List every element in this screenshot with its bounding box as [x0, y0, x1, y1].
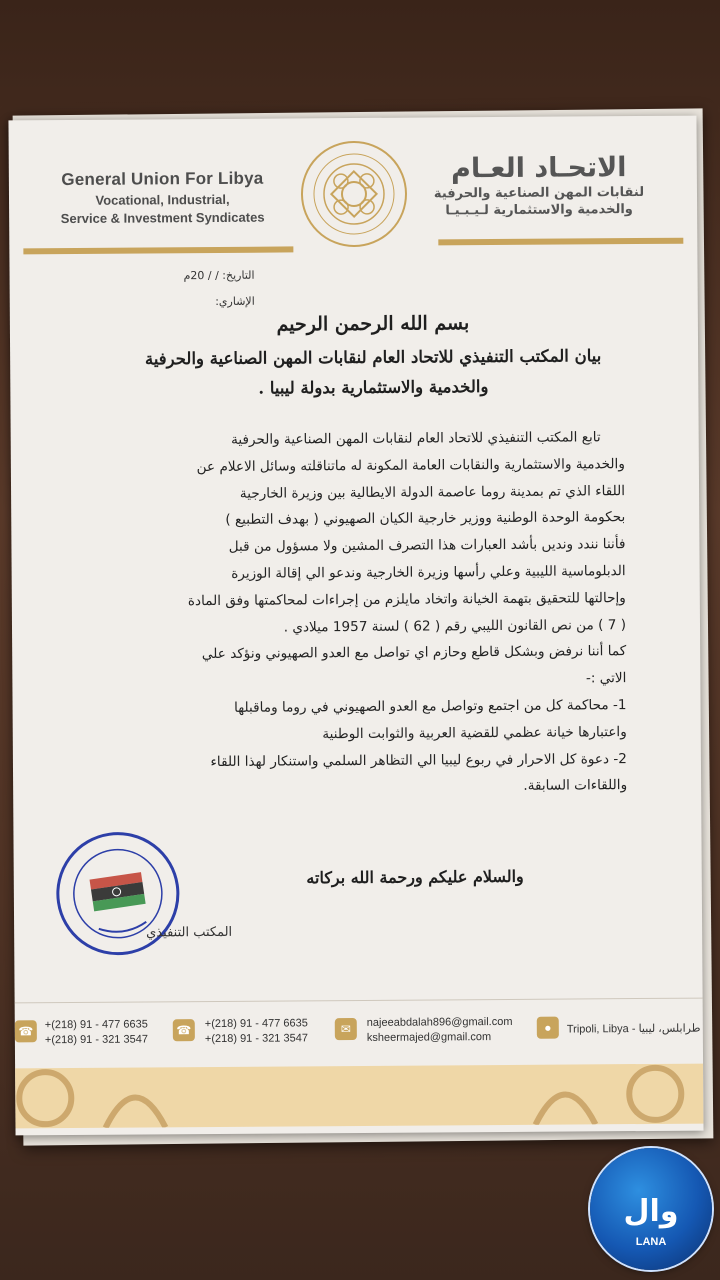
body-line: ( 7 ) من نص القانون الليبي رقم ( 62 ) لسنة 1957 ميلادي . [283, 616, 627, 636]
phone-icon: ☎ [15, 1020, 37, 1042]
phone-group-1 [45, 1017, 148, 1048]
body-line: كما أننا نرفض وبشكل قاطع وحازم اي تواصل مع العدو الصهيوني ونؤكد علي [201, 643, 627, 663]
date-field: التاريخ: / / 20م [183, 268, 255, 283]
email-group [367, 1015, 513, 1046]
reference-field: الإشاري: [215, 294, 255, 308]
body-line: واعتبارها خيانة عظمي للقضية العربية والثوابت الوطنية [322, 723, 627, 743]
body-line: والخدمية والاستثمارية والنقابات العامة المكونة له ماتناقلته وسائل الاعلام عن [196, 455, 625, 475]
body-line: 2- دعوة كل الاحرار في ربوع ليبيا الي التظاهر السلمي واستنكار لهذا اللقاء [210, 750, 627, 770]
email-address: ksheermajed@gmail.com [366, 1031, 492, 1044]
union-logo [298, 138, 411, 251]
body-line: واللقاءات السابقة. [523, 777, 628, 795]
phone-number: +(218) 91 - 477 6635 [44, 1018, 148, 1032]
header-divider-left [23, 246, 293, 254]
body-line: الدبلوماسية الليبية وعلي رأسها وزيرة الخارجية وندعو الي إقالة الوزيرة [231, 563, 626, 582]
header-english [35, 168, 290, 226]
lana-english-text: LANA [635, 1236, 667, 1248]
signatory: المكتب التنفيذي [146, 924, 233, 941]
phone-icon: ☎ [173, 1019, 195, 1041]
statement-title [88, 311, 659, 405]
body-line: 1- محاكمة كل من اجتمع وتواصل مع العدو الصهيوني في روما وماقبلها [234, 697, 627, 716]
body-line: الاتي :- [585, 670, 627, 687]
org-name-english: General Union For Libya [61, 168, 264, 190]
body-line: اللقاء الذي تم بمدينة روما عاصمة الدولة الايطالية بين وزيرة الخارجية [239, 482, 626, 502]
org-subtitle-english-2: Service & Investment Syndicates [60, 209, 265, 227]
contact-footer [15, 1008, 703, 1063]
body-line: تابع المكتب التنفيذي للاتحاد العام لنقابات المهن الصناعية والحرفية [231, 429, 601, 448]
phone-group-2 [205, 1016, 308, 1047]
header-divider-right [438, 238, 683, 246]
email-address: najeeabdalah896@gmail.com [366, 1015, 513, 1029]
official-stamp [45, 821, 190, 966]
basmala: بسم الله الرحمن الرحيم [276, 312, 470, 336]
lana-watermark-logo [590, 1148, 712, 1270]
org-subtitle-arabic-2: والخدمية والاستثمارية لـيـبـيـا [445, 202, 633, 219]
header-arabic [419, 152, 659, 219]
letter-document [8, 116, 703, 1136]
location-pin-icon: ● [537, 1017, 559, 1039]
title-line-2: والخدمية والاستثمارية بدولة ليبيا . [258, 377, 489, 398]
statement-body [35, 424, 628, 803]
footer-pattern [15, 1064, 703, 1129]
decorative-footer-band [15, 1064, 703, 1129]
body-line: بحكومة الوحدة الوطنية ووزير خارجية الكيان الصهيوني ( بهدف التطبيع ) [225, 509, 626, 529]
body-line: فأننا نندد ونديں بأشد العبارات هذا التصرف المشين ولا مسؤول من قبل [228, 536, 626, 556]
org-subtitle-arabic-1: لنقابات المهن الصناعية والحرفية [433, 184, 645, 202]
phone-number: +(218) 91 - 321 3547 [44, 1033, 148, 1047]
title-line-1: بيان المكتب التنفيذي للاتحاد العام لنقابات المهن الصناعية والحرفية [144, 346, 602, 369]
phone-number: +(218) 91 - 477 6635 [204, 1017, 308, 1031]
phone-number: +(218) 91 - 321 3547 [204, 1032, 308, 1046]
closing-salutation: والسلام عليكم ورحمة الله بركاته [306, 866, 524, 888]
org-subtitle-english-1: Vocational, Industrial, [95, 191, 230, 208]
footer-divider [15, 998, 703, 1004]
mail-icon: ✉ [335, 1018, 357, 1040]
org-name-arabic: الاتحـاد العـام [451, 152, 627, 185]
body-line: وإحالتها للتحقيق بتهمة الخيانة واتخاد مايلزم من إجراءات لمحاكمتها وفق المادة [187, 589, 626, 609]
address: Tripoli, Libya - طرابلس، ليبيا [566, 1022, 701, 1036]
lana-arabic-text: وال [623, 1194, 679, 1229]
